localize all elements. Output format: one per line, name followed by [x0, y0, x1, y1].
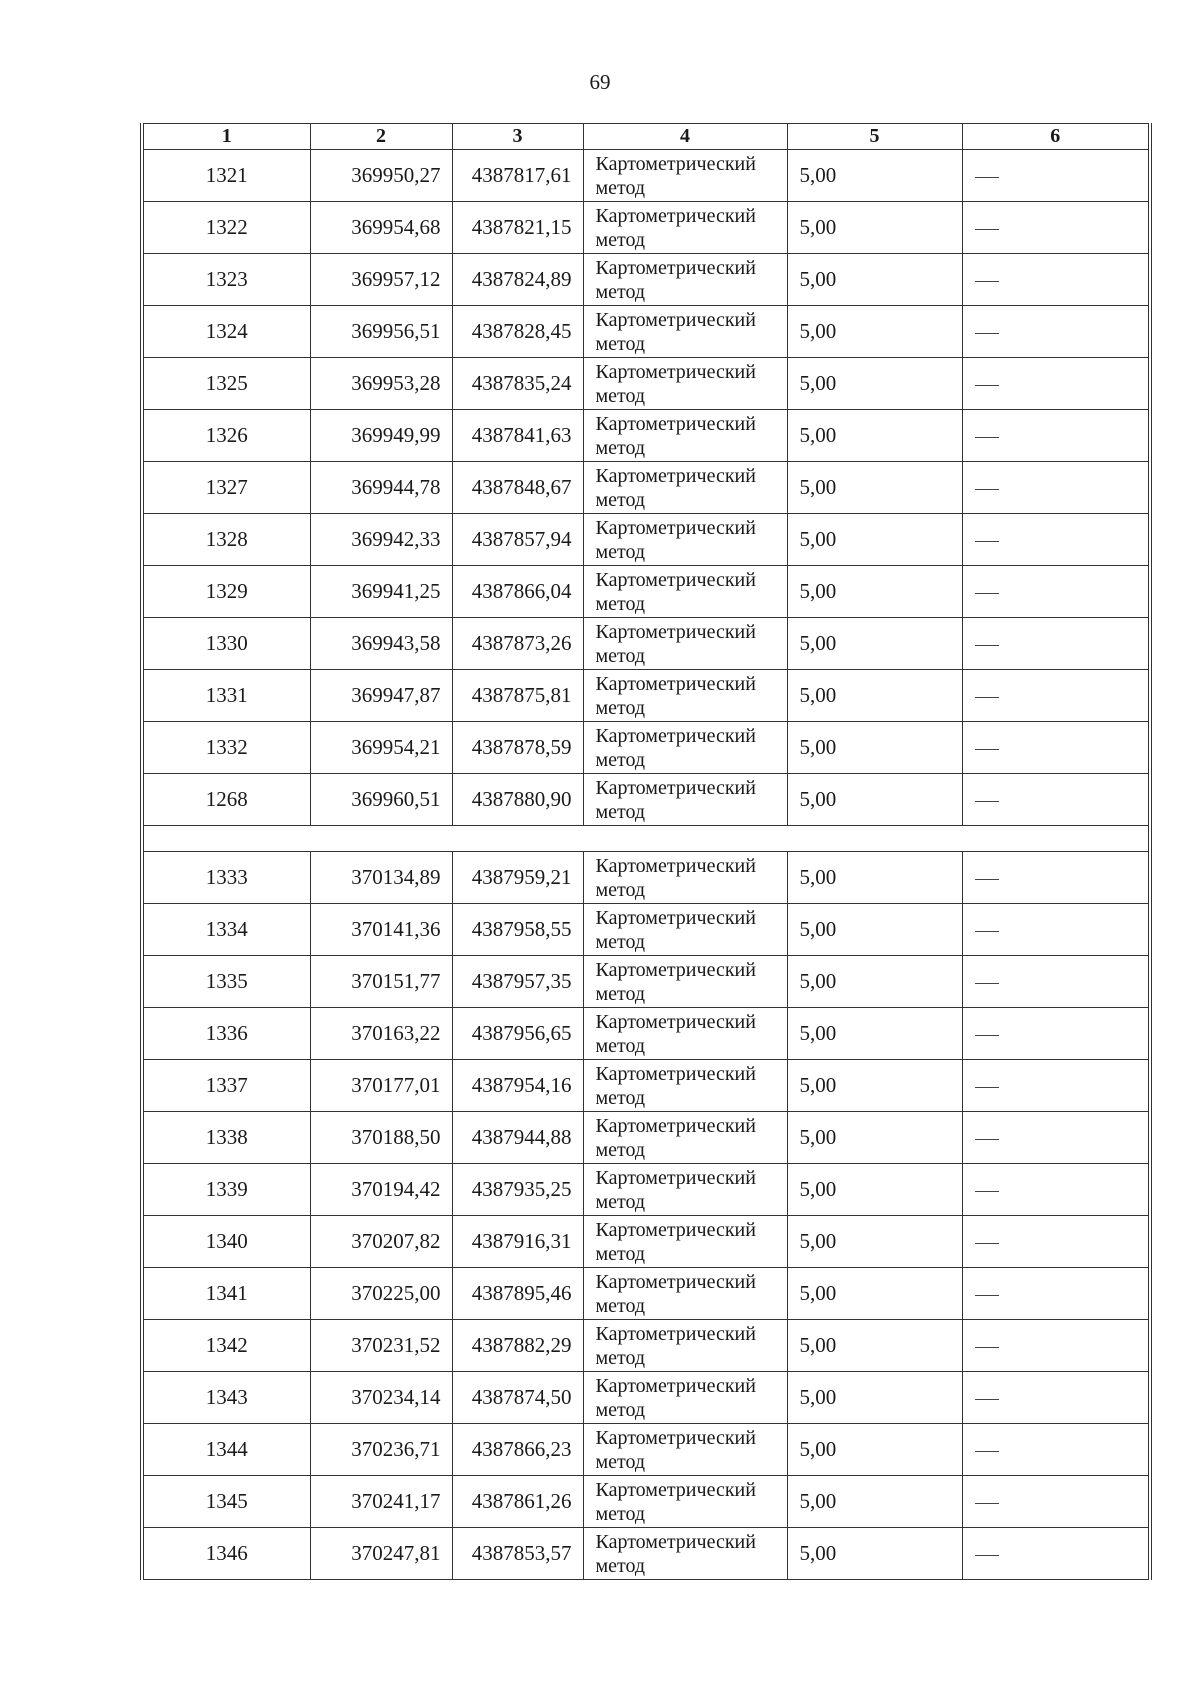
y-coordinate-cell: 4387878,59: [452, 722, 583, 774]
y-coordinate-cell: 4387875,81: [452, 670, 583, 722]
x-coordinate-cell: 370188,50: [310, 1112, 452, 1164]
point-number-cell: 1327: [142, 462, 310, 514]
em-dash-mark: [975, 1087, 999, 1088]
note-cell: [962, 722, 1150, 774]
accuracy-cell: 5,00: [787, 150, 962, 202]
point-number-cell: 1336: [142, 1008, 310, 1060]
point-number-cell: 1342: [142, 1320, 310, 1372]
em-dash-mark: [975, 541, 999, 542]
y-coordinate-cell: 4387954,16: [452, 1060, 583, 1112]
em-dash-mark: [975, 593, 999, 594]
method-cell: Картометрический метод: [583, 358, 787, 410]
em-dash-mark: [975, 1451, 999, 1452]
table-row: [142, 904, 1150, 956]
x-coordinate-cell: 370177,01: [310, 1060, 452, 1112]
table-row: [142, 410, 1150, 462]
em-dash-mark: [975, 931, 999, 932]
note-cell: [962, 410, 1150, 462]
table-row: [142, 670, 1150, 722]
note-cell: [962, 956, 1150, 1008]
accuracy-cell: 5,00: [787, 956, 962, 1008]
note-cell: [962, 202, 1150, 254]
accuracy-cell: 5,00: [787, 1320, 962, 1372]
accuracy-cell: 5,00: [787, 202, 962, 254]
table-header-row: [142, 124, 1150, 150]
method-cell: Картометрический метод: [583, 410, 787, 462]
accuracy-cell: 5,00: [787, 254, 962, 306]
accuracy-cell: 5,00: [787, 1424, 962, 1476]
point-number-cell: 1346: [142, 1528, 310, 1580]
x-coordinate-cell: 370236,71: [310, 1424, 452, 1476]
table-row: [142, 1164, 1150, 1216]
x-coordinate-cell: 370134,89: [310, 852, 452, 904]
note-cell: [962, 618, 1150, 670]
x-coordinate-cell: 369954,21: [310, 722, 452, 774]
table-row: [142, 722, 1150, 774]
table-row: [142, 852, 1150, 904]
em-dash-mark: [975, 1399, 999, 1400]
accuracy-cell: 5,00: [787, 852, 962, 904]
column-header: 2: [310, 124, 452, 150]
table-row: [142, 1528, 1150, 1580]
group-separator: [142, 826, 1150, 852]
column-header: 6: [962, 124, 1150, 150]
x-coordinate-cell: 369942,33: [310, 514, 452, 566]
point-number-cell: 1268: [142, 774, 310, 826]
point-number-cell: 1345: [142, 1476, 310, 1528]
y-coordinate-cell: 4387848,67: [452, 462, 583, 514]
x-coordinate-cell: 369949,99: [310, 410, 452, 462]
y-coordinate-cell: 4387861,26: [452, 1476, 583, 1528]
em-dash-mark: [975, 333, 999, 334]
note-cell: [962, 1008, 1150, 1060]
method-cell: Картометрический метод: [583, 670, 787, 722]
point-number-cell: 1332: [142, 722, 310, 774]
y-coordinate-cell: 4387866,04: [452, 566, 583, 618]
accuracy-cell: 5,00: [787, 462, 962, 514]
note-cell: [962, 1424, 1150, 1476]
em-dash-mark: [975, 879, 999, 880]
separator-cell: [142, 826, 1150, 852]
point-number-cell: 1331: [142, 670, 310, 722]
note-cell: [962, 1372, 1150, 1424]
method-cell: Картометрический метод: [583, 618, 787, 670]
method-cell: Картометрический метод: [583, 150, 787, 202]
accuracy-cell: 5,00: [787, 358, 962, 410]
em-dash-mark: [975, 983, 999, 984]
note-cell: [962, 150, 1150, 202]
method-cell: Картометрический метод: [583, 1320, 787, 1372]
method-cell: Картометрический метод: [583, 462, 787, 514]
method-cell: Картометрический метод: [583, 1216, 787, 1268]
point-number-cell: 1324: [142, 306, 310, 358]
x-coordinate-cell: 370207,82: [310, 1216, 452, 1268]
em-dash-mark: [975, 281, 999, 282]
method-cell: Картометрический метод: [583, 1060, 787, 1112]
x-coordinate-cell: 369960,51: [310, 774, 452, 826]
y-coordinate-cell: 4387857,94: [452, 514, 583, 566]
em-dash-mark: [975, 1243, 999, 1244]
table-row: [142, 1060, 1150, 1112]
accuracy-cell: 5,00: [787, 1216, 962, 1268]
note-cell: [962, 1112, 1150, 1164]
x-coordinate-cell: 369953,28: [310, 358, 452, 410]
em-dash-mark: [975, 749, 999, 750]
accuracy-cell: 5,00: [787, 670, 962, 722]
em-dash-mark: [975, 437, 999, 438]
table-row: [142, 306, 1150, 358]
y-coordinate-cell: 4387944,88: [452, 1112, 583, 1164]
em-dash-mark: [975, 801, 999, 802]
note-cell: [962, 514, 1150, 566]
note-cell: [962, 1528, 1150, 1580]
table-row: [142, 1320, 1150, 1372]
column-header: 3: [452, 124, 583, 150]
note-cell: [962, 566, 1150, 618]
method-cell: Картометрический метод: [583, 1372, 787, 1424]
x-coordinate-cell: 370163,22: [310, 1008, 452, 1060]
x-coordinate-cell: 370225,00: [310, 1268, 452, 1320]
point-number-cell: 1335: [142, 956, 310, 1008]
point-number-cell: 1338: [142, 1112, 310, 1164]
table-row: [142, 1008, 1150, 1060]
em-dash-mark: [975, 385, 999, 386]
em-dash-mark: [975, 1555, 999, 1556]
table-row: [142, 1424, 1150, 1476]
x-coordinate-cell: 369947,87: [310, 670, 452, 722]
note-cell: [962, 358, 1150, 410]
em-dash-mark: [975, 229, 999, 230]
table-row: [142, 254, 1150, 306]
method-cell: Картометрический метод: [583, 514, 787, 566]
method-cell: Картометрический метод: [583, 1008, 787, 1060]
accuracy-cell: 5,00: [787, 1476, 962, 1528]
column-header: 4: [583, 124, 787, 150]
table-row: [142, 358, 1150, 410]
note-cell: [962, 306, 1150, 358]
em-dash-mark: [975, 1347, 999, 1348]
table-body-group-1: [142, 150, 1150, 826]
em-dash-mark: [975, 1503, 999, 1504]
note-cell: [962, 774, 1150, 826]
coordinates-table: [140, 123, 1152, 1580]
point-number-cell: 1334: [142, 904, 310, 956]
y-coordinate-cell: 4387882,29: [452, 1320, 583, 1372]
y-coordinate-cell: 4387824,89: [452, 254, 583, 306]
x-coordinate-cell: 369941,25: [310, 566, 452, 618]
x-coordinate-cell: 370231,52: [310, 1320, 452, 1372]
method-cell: Картометрический метод: [583, 904, 787, 956]
accuracy-cell: 5,00: [787, 618, 962, 670]
y-coordinate-cell: 4387958,55: [452, 904, 583, 956]
point-number-cell: 1323: [142, 254, 310, 306]
accuracy-cell: 5,00: [787, 774, 962, 826]
table-row: [142, 150, 1150, 202]
y-coordinate-cell: 4387817,61: [452, 150, 583, 202]
table-row: [142, 462, 1150, 514]
x-coordinate-cell: 369944,78: [310, 462, 452, 514]
y-coordinate-cell: 4387895,46: [452, 1268, 583, 1320]
accuracy-cell: 5,00: [787, 904, 962, 956]
table-row: [142, 1112, 1150, 1164]
note-cell: [962, 1320, 1150, 1372]
note-cell: [962, 904, 1150, 956]
em-dash-mark: [975, 489, 999, 490]
table-row: [142, 514, 1150, 566]
x-coordinate-cell: 369954,68: [310, 202, 452, 254]
note-cell: [962, 254, 1150, 306]
x-coordinate-cell: 369956,51: [310, 306, 452, 358]
point-number-cell: 1328: [142, 514, 310, 566]
page-number: 69: [589, 70, 611, 94]
y-coordinate-cell: 4387821,15: [452, 202, 583, 254]
accuracy-cell: 5,00: [787, 1268, 962, 1320]
accuracy-cell: 5,00: [787, 1008, 962, 1060]
em-dash-mark: [975, 1295, 999, 1296]
point-number-cell: 1322: [142, 202, 310, 254]
y-coordinate-cell: 4387835,24: [452, 358, 583, 410]
method-cell: Картометрический метод: [583, 1164, 787, 1216]
point-number-cell: 1340: [142, 1216, 310, 1268]
method-cell: Картометрический метод: [583, 722, 787, 774]
method-cell: Картометрический метод: [583, 1112, 787, 1164]
table-row: [142, 1372, 1150, 1424]
x-coordinate-cell: 370151,77: [310, 956, 452, 1008]
y-coordinate-cell: 4387841,63: [452, 410, 583, 462]
column-header: 5: [787, 124, 962, 150]
table-row: [142, 1476, 1150, 1528]
y-coordinate-cell: 4387853,57: [452, 1528, 583, 1580]
point-number-cell: 1337: [142, 1060, 310, 1112]
table-row: [142, 774, 1150, 826]
accuracy-cell: 5,00: [787, 1528, 962, 1580]
accuracy-cell: 5,00: [787, 514, 962, 566]
point-number-cell: 1341: [142, 1268, 310, 1320]
table-row: [142, 618, 1150, 670]
y-coordinate-cell: 4387873,26: [452, 618, 583, 670]
x-coordinate-cell: 370241,17: [310, 1476, 452, 1528]
em-dash-mark: [975, 697, 999, 698]
x-coordinate-cell: 369943,58: [310, 618, 452, 670]
column-header: 1: [142, 124, 310, 150]
x-coordinate-cell: 370234,14: [310, 1372, 452, 1424]
accuracy-cell: 5,00: [787, 1164, 962, 1216]
point-number-cell: 1344: [142, 1424, 310, 1476]
table-row: [142, 1216, 1150, 1268]
x-coordinate-cell: 370247,81: [310, 1528, 452, 1580]
x-coordinate-cell: 370141,36: [310, 904, 452, 956]
note-cell: [962, 1164, 1150, 1216]
y-coordinate-cell: 4387959,21: [452, 852, 583, 904]
method-cell: Картометрический метод: [583, 956, 787, 1008]
accuracy-cell: 5,00: [787, 306, 962, 358]
accuracy-cell: 5,00: [787, 1060, 962, 1112]
method-cell: Картометрический метод: [583, 1268, 787, 1320]
point-number-cell: 1330: [142, 618, 310, 670]
method-cell: Картометрический метод: [583, 254, 787, 306]
accuracy-cell: 5,00: [787, 1112, 962, 1164]
method-cell: Картометрический метод: [583, 1424, 787, 1476]
y-coordinate-cell: 4387866,23: [452, 1424, 583, 1476]
note-cell: [962, 1268, 1150, 1320]
y-coordinate-cell: 4387828,45: [452, 306, 583, 358]
method-cell: Картометрический метод: [583, 566, 787, 618]
em-dash-mark: [975, 645, 999, 646]
accuracy-cell: 5,00: [787, 566, 962, 618]
accuracy-cell: 5,00: [787, 722, 962, 774]
method-cell: Картометрический метод: [583, 852, 787, 904]
y-coordinate-cell: 4387935,25: [452, 1164, 583, 1216]
note-cell: [962, 670, 1150, 722]
method-cell: Картометрический метод: [583, 1528, 787, 1580]
accuracy-cell: 5,00: [787, 1372, 962, 1424]
em-dash-mark: [975, 177, 999, 178]
method-cell: Картометрический метод: [583, 1476, 787, 1528]
table-row: [142, 1268, 1150, 1320]
y-coordinate-cell: 4387916,31: [452, 1216, 583, 1268]
x-coordinate-cell: 369950,27: [310, 150, 452, 202]
em-dash-mark: [975, 1191, 999, 1192]
method-cell: Картометрический метод: [583, 774, 787, 826]
point-number-cell: 1329: [142, 566, 310, 618]
point-number-cell: 1325: [142, 358, 310, 410]
y-coordinate-cell: 4387880,90: [452, 774, 583, 826]
y-coordinate-cell: 4387874,50: [452, 1372, 583, 1424]
note-cell: [962, 1060, 1150, 1112]
y-coordinate-cell: 4387956,65: [452, 1008, 583, 1060]
point-number-cell: 1326: [142, 410, 310, 462]
table-row: [142, 566, 1150, 618]
table-row: [142, 202, 1150, 254]
table-body-group-2: [142, 852, 1150, 1580]
separator-row: [142, 826, 1150, 852]
x-coordinate-cell: 370194,42: [310, 1164, 452, 1216]
table-row: [142, 956, 1150, 1008]
point-number-cell: 1333: [142, 852, 310, 904]
y-coordinate-cell: 4387957,35: [452, 956, 583, 1008]
point-number-cell: 1339: [142, 1164, 310, 1216]
method-cell: Картометрический метод: [583, 202, 787, 254]
note-cell: [962, 1476, 1150, 1528]
note-cell: [962, 1216, 1150, 1268]
method-cell: Картометрический метод: [583, 306, 787, 358]
accuracy-cell: 5,00: [787, 410, 962, 462]
point-number-cell: 1343: [142, 1372, 310, 1424]
point-number-cell: 1321: [142, 150, 310, 202]
note-cell: [962, 462, 1150, 514]
em-dash-mark: [975, 1035, 999, 1036]
note-cell: [962, 852, 1150, 904]
x-coordinate-cell: 369957,12: [310, 254, 452, 306]
em-dash-mark: [975, 1139, 999, 1140]
